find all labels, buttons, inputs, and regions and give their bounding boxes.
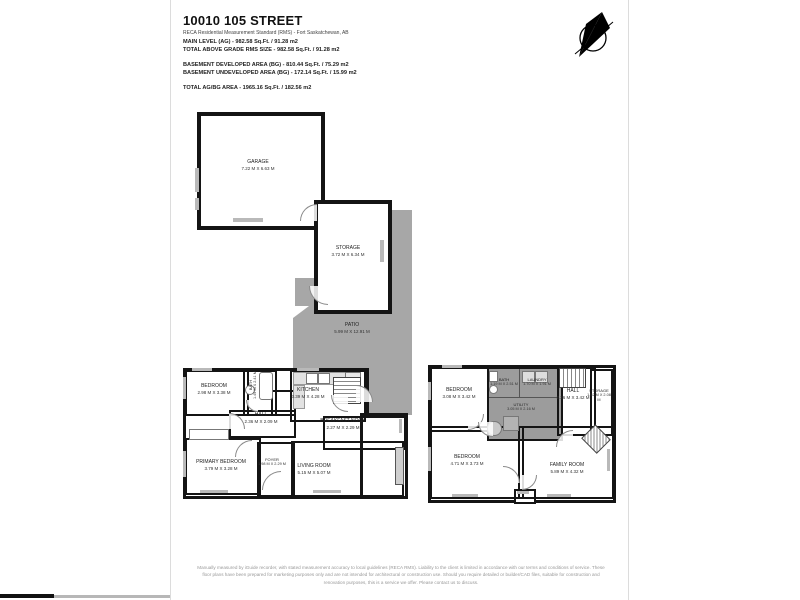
window: [183, 451, 186, 477]
room-label-hall-basement: HALL 2.36 M X 3.42 M: [556, 388, 590, 400]
bottom-edge-mark: [0, 594, 54, 598]
window: [607, 449, 610, 471]
room-label-foyer: FOYER 1.98 M X 2.29 M: [258, 457, 286, 467]
window: [547, 494, 571, 497]
main-level-area-line: MAIN LEVEL (AG) - 982.58 Sq.Ft. / 91.28 m2: [183, 38, 298, 45]
window: [195, 198, 199, 210]
kitchen-sink: [306, 373, 318, 384]
window-bay: [395, 447, 404, 485]
room-label-kitchen: KITCHEN 3.39 M X 4.28 M: [291, 387, 325, 399]
room-label-bath-basement: BATH 1.19 M X 2.51 M: [490, 377, 518, 387]
room-label-living-room: LIVING ROOM 5.15 M X 5.07 M: [297, 463, 331, 475]
stove: [318, 373, 330, 384]
total-area-line: TOTAL AG/BG AREA - 1965.16 Sq.Ft. / 182.56 m2: [183, 84, 312, 91]
window: [297, 368, 319, 371]
bottom-edge-mark-light: [54, 595, 170, 598]
page-title: 10010 105 STREET: [183, 13, 303, 28]
room-label-hall-main: HALL 2.36 M X 2.09 M: [244, 412, 278, 424]
stairs: [559, 368, 586, 388]
closet: [189, 429, 229, 440]
patio-area: [293, 306, 412, 368]
room-label-primary-bedroom: PRIMARY BEDROOM 3.79 M X 3.28 M: [196, 459, 246, 471]
window: [192, 368, 212, 371]
north-arrow-icon: [567, 10, 619, 67]
window: [233, 218, 263, 222]
window: [517, 491, 529, 494]
room-label-breakfast-nook: BREAKFAST NOOK 2.27 M X 2.29 M: [320, 418, 366, 430]
room-label-utility: UTILITY 3.05 M X 2.16 M: [507, 402, 535, 412]
window: [442, 365, 462, 368]
header: [183, 13, 483, 91]
furnace: [503, 416, 519, 431]
basement-undeveloped-line: BASEMENT UNDEVELOPED AREA (BG) - 172.14 Sq.Ft. / 15.99 m2: [183, 70, 357, 76]
window: [399, 419, 402, 433]
page-edge-left: [170, 0, 171, 600]
room-label-family-room: FAMILY ROOM 5.89 M X 4.32 M: [549, 462, 585, 474]
window: [428, 447, 431, 471]
window: [200, 490, 228, 493]
window: [452, 494, 478, 497]
room-label-bedroom-main: BEDROOM 2.98 M X 3.38 M: [197, 383, 231, 395]
room-label-storage-main: STORAGE 3.72 M X 6.34 M: [331, 245, 365, 257]
room-label-bath-main: BATH 1.49 M X 2.41 M: [247, 371, 258, 399]
total-above-grade-line: TOTAL ABOVE GRADE RMS SIZE - 982.58 Sq.Ft. / 91.28 m2: [183, 47, 340, 53]
bathtub: [259, 372, 273, 400]
room-label-garage: GARAGE 7.22 M X 6.63 M: [241, 159, 275, 171]
room-label-bedroom2-basement: BEDROOM 4.71 M X 3.73 M: [450, 454, 484, 466]
room-label-patio: PATIO 5.99 M X 12.91 M: [334, 322, 370, 334]
page-edge-right: [628, 0, 629, 600]
room-label-laundry: LAUNDRY 1.70 M X 1.91 M: [523, 377, 551, 387]
window: [195, 168, 199, 192]
window: [313, 490, 341, 493]
room-label-bedroom-basement: BEDROOM 3.08 M X 3.42 M: [442, 387, 476, 399]
measurement-standard-line: RECA Residential Measurement Standard (RMS) - Fort Saskatchewan, AB: [183, 30, 349, 36]
basement-developed-line: BASEMENT DEVELOPED AREA (BG) - 810.44 Sq.Ft. / 75.29 m2: [183, 61, 349, 68]
footer-disclaimer: Manually measured by iGuide recorder, with stated measurement accuracy to local guidelines (RECA RMS). Liability to the client is limited in accordance with our terms and conditions of service. These floor plans have been prepared for marketing purposes only and are not intended for architectural or construction use. Should you require detailed or builder/CAD files, suitable for construction and renovation purposes, this is a service we offer. Please contact us to discuss.: [197, 565, 605, 585]
partition-wall: [489, 397, 557, 398]
room-label-storage-basement: STORAGE 1.52 M X 2.08 M: [587, 388, 611, 403]
